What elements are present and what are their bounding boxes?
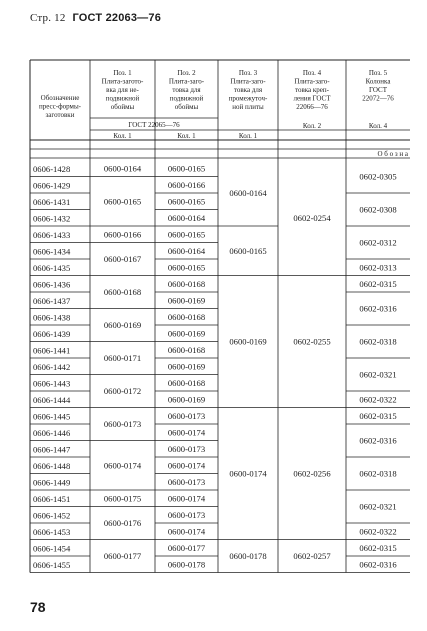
header-c2-line: Поз. 2 bbox=[177, 69, 196, 77]
cell-col1: 0600-0165 bbox=[103, 196, 142, 207]
cell-col5: 0602-0316 bbox=[359, 303, 397, 314]
header-c4-line: товка креп- bbox=[294, 86, 330, 94]
row-designation: 0606-1437 bbox=[33, 295, 71, 306]
cell-col5: 0602-0315 bbox=[359, 410, 397, 421]
row-designation: 0606-1455 bbox=[33, 559, 71, 570]
cell-col1: 0600-0169 bbox=[103, 320, 142, 331]
cell-col4: 0602-0257 bbox=[293, 551, 331, 562]
cell-col2: 0600-0164 bbox=[167, 245, 206, 256]
header-c4-line: ления ГОСТ bbox=[293, 94, 331, 103]
cell-col1: 0600-0173 bbox=[103, 419, 142, 430]
cell-col5: 0602-0308 bbox=[359, 204, 397, 215]
page-number: 78 bbox=[30, 599, 46, 615]
cell-col2: 0600-0165 bbox=[167, 262, 206, 273]
header-c0-line: заготовки bbox=[45, 111, 75, 119]
row-designation: 0606-1436 bbox=[33, 279, 71, 290]
header-c5-line: ГОСТ bbox=[369, 86, 387, 94]
header-c3-line: Поз. 3 bbox=[238, 69, 258, 77]
header-c4-line: 22066—76 bbox=[296, 103, 328, 111]
row-designation: 0606-1454 bbox=[33, 543, 71, 554]
header-c3-line: Плита-заго- bbox=[230, 77, 266, 86]
cell-col1: 0600-0176 bbox=[103, 518, 142, 529]
header-c2-line: Плита-заго- bbox=[168, 77, 205, 86]
header-c0-line: пресс-формы- bbox=[39, 102, 81, 111]
cell-col1: 0600-0175 bbox=[103, 493, 142, 504]
cell-col5: 0602-0313 bbox=[359, 262, 397, 273]
cell-col3: 0600-0174 bbox=[229, 468, 267, 479]
header-c0-line: Обозначение bbox=[40, 94, 80, 102]
header-c1-line: Плита-загото- bbox=[101, 77, 144, 86]
cell-col1: 0600-0174 bbox=[103, 460, 142, 471]
header-c2-line: обоймы bbox=[174, 103, 199, 111]
header-c3-line: товка для bbox=[233, 86, 263, 94]
row-designation: 0606-1452 bbox=[33, 510, 71, 521]
cell-col1: 0600-0177 bbox=[103, 551, 142, 562]
cell-col2: 0600-0174 bbox=[167, 526, 206, 537]
cell-col2: 0600-0173 bbox=[167, 476, 206, 487]
row-designation: 0606-1444 bbox=[33, 394, 71, 405]
qty-label-c3: Кол. 1 bbox=[238, 132, 258, 140]
cell-col2: 0600-0165 bbox=[167, 196, 206, 207]
cell-col2: 0600-0168 bbox=[167, 311, 206, 322]
cell-col2: 0600-0177 bbox=[167, 542, 206, 553]
cell-col1: 0600-0164 bbox=[103, 163, 142, 174]
row-designation: 0606-1449 bbox=[33, 477, 71, 488]
row-designation: 0606-1433 bbox=[33, 229, 71, 240]
header-c1-line: обоймы bbox=[110, 103, 135, 111]
cell-col2: 0600-0173 bbox=[167, 410, 206, 421]
cell-col2: 0600-0165 bbox=[167, 163, 206, 174]
cell-col3: 0600-0164 bbox=[229, 188, 267, 199]
cell-col5: 0602-0316 bbox=[359, 435, 397, 446]
cell-col2: 0600-0169 bbox=[167, 295, 206, 306]
header-c1-line: Поз. 1 bbox=[113, 69, 132, 77]
page-label: Стр. 12 bbox=[30, 12, 66, 24]
cell-col4: 0602-0254 bbox=[293, 212, 331, 223]
gost-group-label: ГОСТ 22065—76 bbox=[128, 121, 180, 129]
cell-col2: 0600-0168 bbox=[167, 278, 206, 289]
cell-col2: 0600-0174 bbox=[167, 427, 206, 438]
qty-label-c5: Кол. 4 bbox=[368, 122, 388, 130]
cell-col1: 0600-0166 bbox=[103, 229, 142, 240]
cell-col2: 0600-0168 bbox=[167, 344, 206, 355]
designation-label: О б о з н а bbox=[377, 150, 408, 158]
row-designation: 0606-1438 bbox=[33, 312, 71, 323]
row-designation: 0606-1446 bbox=[33, 427, 71, 438]
row-designation: 0606-1443 bbox=[33, 378, 71, 389]
header-c2-line: товка для bbox=[172, 86, 201, 94]
header-c1-line: вка для не- bbox=[106, 86, 139, 94]
qty-label-c2: Кол. 1 bbox=[177, 132, 196, 140]
header-c4-line: Плита-заго- bbox=[294, 77, 330, 86]
cell-col5: 0602-0322 bbox=[359, 394, 397, 405]
cell-col5: 0602-0322 bbox=[359, 526, 397, 537]
cell-col4: 0602-0256 bbox=[293, 468, 331, 479]
cell-col5: 0602-0315 bbox=[359, 278, 397, 289]
header-c3-line: промежуточ- bbox=[228, 94, 268, 103]
cell-col5: 0602-0315 bbox=[359, 542, 397, 553]
header-c5-line: Поз. 5 bbox=[368, 69, 388, 77]
row-designation: 0606-1451 bbox=[33, 493, 71, 504]
cell-col2: 0600-0173 bbox=[167, 509, 206, 520]
cell-col5: 0602-0316 bbox=[359, 559, 397, 570]
cell-col2: 0600-0166 bbox=[167, 179, 206, 190]
cell-col4: 0602-0255 bbox=[293, 336, 331, 347]
cell-col1: 0600-0167 bbox=[103, 254, 142, 265]
row-designation: 0606-1434 bbox=[33, 246, 71, 257]
header-c1-line: подвижной bbox=[105, 94, 140, 103]
row-designation: 0606-1439 bbox=[33, 328, 71, 339]
cell-col2: 0600-0174 bbox=[167, 493, 206, 504]
cell-col2: 0600-0178 bbox=[167, 559, 206, 570]
cell-col2: 0600-0174 bbox=[167, 460, 206, 471]
row-designation: 0606-1448 bbox=[33, 460, 71, 471]
cell-col5: 0602-0318 bbox=[359, 336, 397, 347]
row-designation: 0606-1447 bbox=[33, 444, 71, 455]
row-designation: 0606-1429 bbox=[33, 180, 71, 191]
cell-col2: 0600-0169 bbox=[167, 328, 206, 339]
qty-label-c1: Кол. 1 bbox=[113, 132, 132, 140]
cell-col2: 0600-0165 bbox=[167, 229, 206, 240]
row-designation: 0606-1441 bbox=[33, 345, 71, 356]
header-c5-line: Колонка bbox=[365, 77, 391, 86]
cell-col2: 0600-0169 bbox=[167, 394, 206, 405]
header-c5-line: 22072—76 bbox=[362, 94, 394, 103]
cell-col2: 0600-0168 bbox=[167, 377, 206, 388]
row-designation: 0606-1431 bbox=[33, 196, 71, 207]
cell-col1: 0600-0172 bbox=[103, 386, 142, 397]
cell-col2: 0600-0169 bbox=[167, 361, 206, 372]
cell-col1: 0600-0171 bbox=[103, 353, 142, 364]
cell-col3: 0600-0178 bbox=[229, 551, 267, 562]
standard-ref: ГОСТ 22063—76 bbox=[72, 12, 162, 24]
cell-col1: 0600-0168 bbox=[103, 287, 142, 298]
row-designation: 0606-1442 bbox=[33, 361, 71, 372]
cell-col2: 0600-0164 bbox=[167, 212, 206, 223]
qty-label-c4: Кол. 2 bbox=[302, 122, 322, 130]
row-designation: 0606-1453 bbox=[33, 526, 71, 537]
row-designation: 0606-1435 bbox=[33, 262, 71, 273]
header-c4-line: Поз. 4 bbox=[302, 69, 322, 77]
row-designation: 0606-1428 bbox=[33, 163, 71, 174]
cell-col5: 0602-0318 bbox=[359, 468, 397, 479]
row-designation: 0606-1445 bbox=[33, 411, 71, 422]
cell-col5: 0602-0312 bbox=[359, 237, 397, 248]
header-c3-line: ной плиты bbox=[232, 103, 264, 111]
header-c2-line: подвижной bbox=[169, 94, 204, 103]
cell-col5: 0602-0305 bbox=[359, 171, 397, 182]
cell-col3: 0600-0165 bbox=[229, 245, 267, 256]
cell-col5: 0602-0321 bbox=[359, 501, 397, 512]
cell-col3: 0600-0169 bbox=[229, 336, 267, 347]
cell-col2: 0600-0173 bbox=[167, 443, 206, 454]
row-designation: 0606-1432 bbox=[33, 213, 71, 224]
cell-col5: 0602-0321 bbox=[359, 369, 397, 380]
